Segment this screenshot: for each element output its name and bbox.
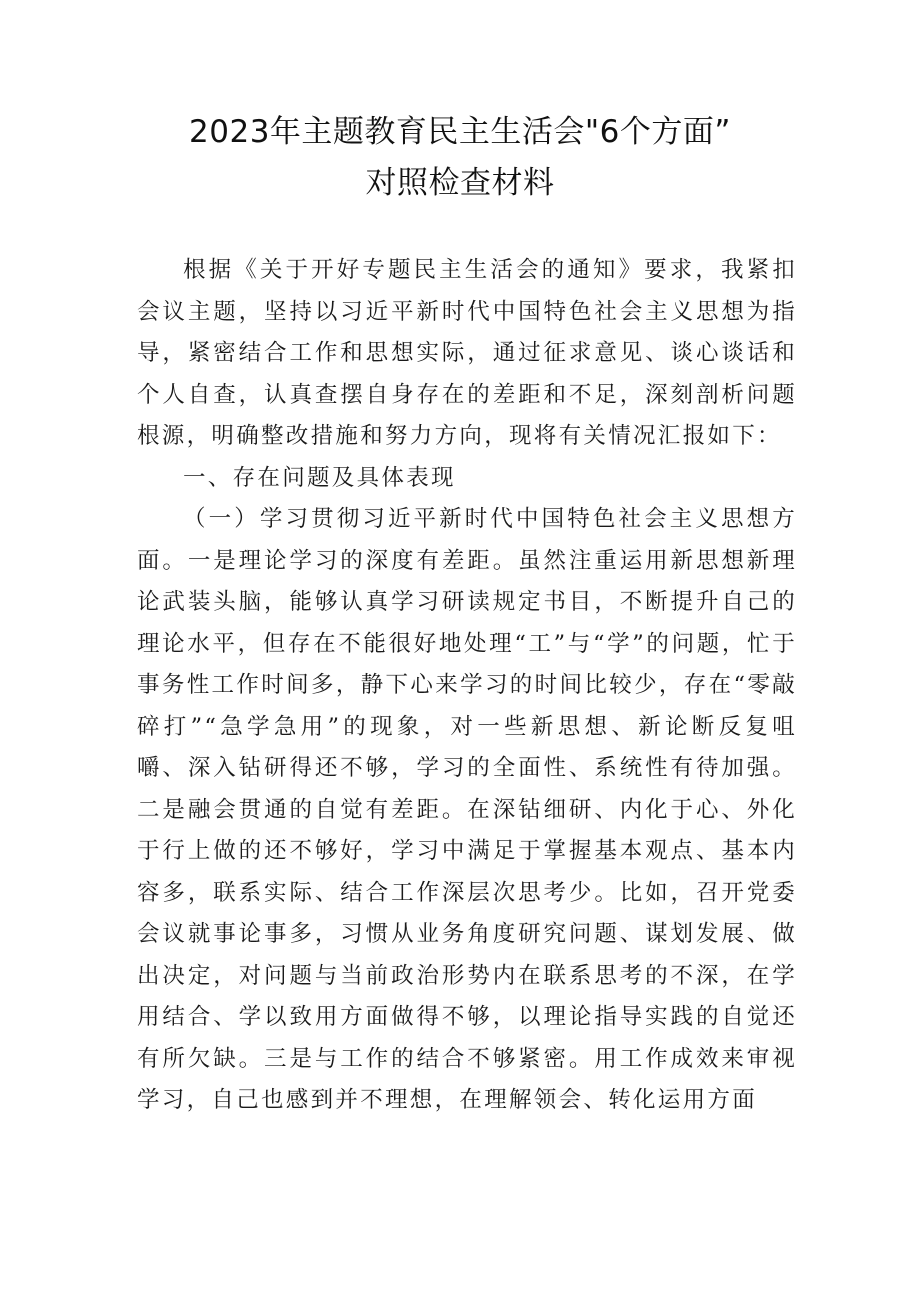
section-heading: 一、存在问题及具体表现 xyxy=(183,464,456,491)
intro-paragraph: 根据《关于开好专题民主生活会的通知》要求，我紧扣会议主题，坚持以习近平新时代中国特色社会主义思想为指导，紧密结合工作和思想实际，通过征求意见、谈心谈话和个人自查，认真查摆自身存在的差距和不足，深刻剖析问题根源，明确整改措施和努力方向，现将有关情况汇报如下： xyxy=(137,257,797,449)
document-title-line-1: 2023年主题教育民主生活会"6个方面” xyxy=(189,114,731,150)
document-title-line-2: 对照检查材料 xyxy=(365,165,555,201)
document-body xyxy=(137,250,797,1122)
body-paragraph: （一）学习贯彻习近平新时代中国特色社会主义思想方面。一是理论学习的深度有差距。虽然注重运用新思想新理论武装头脑，能够认真学习研读规定书目，不断提升自己的理论水平，但存在不能很好地处理“工”与“学”的问题，忙于事务性工作时间多，静下心来学习的时间比较少，存在“零敲碎打”“急学急用”的现象，对一些新思想、新论断反复咀嚼、深入钻研得还不够，学习的全面性、系统性有待加强。二是融会贯通的自觉有差距。在深钻细研、内化于心、外化于行上做的还不够好，学习中满足于掌握基本观点、基本内容多，联系实际、结合工作深层次思考少。比如，召开党委会议就事论事多，习惯从业务角度研究问题、谋划发展、做出决定，对问题与当前政治形势内在联系思考的不深，在学用结合、学以致用方面做得不够，以理论指导实践的自觉还有所欠缺。三是与工作的结合不够紧密。用工作成效来审视学习，自己也感到并不理想，在理解领会、转化运用方面 xyxy=(137,506,797,1113)
